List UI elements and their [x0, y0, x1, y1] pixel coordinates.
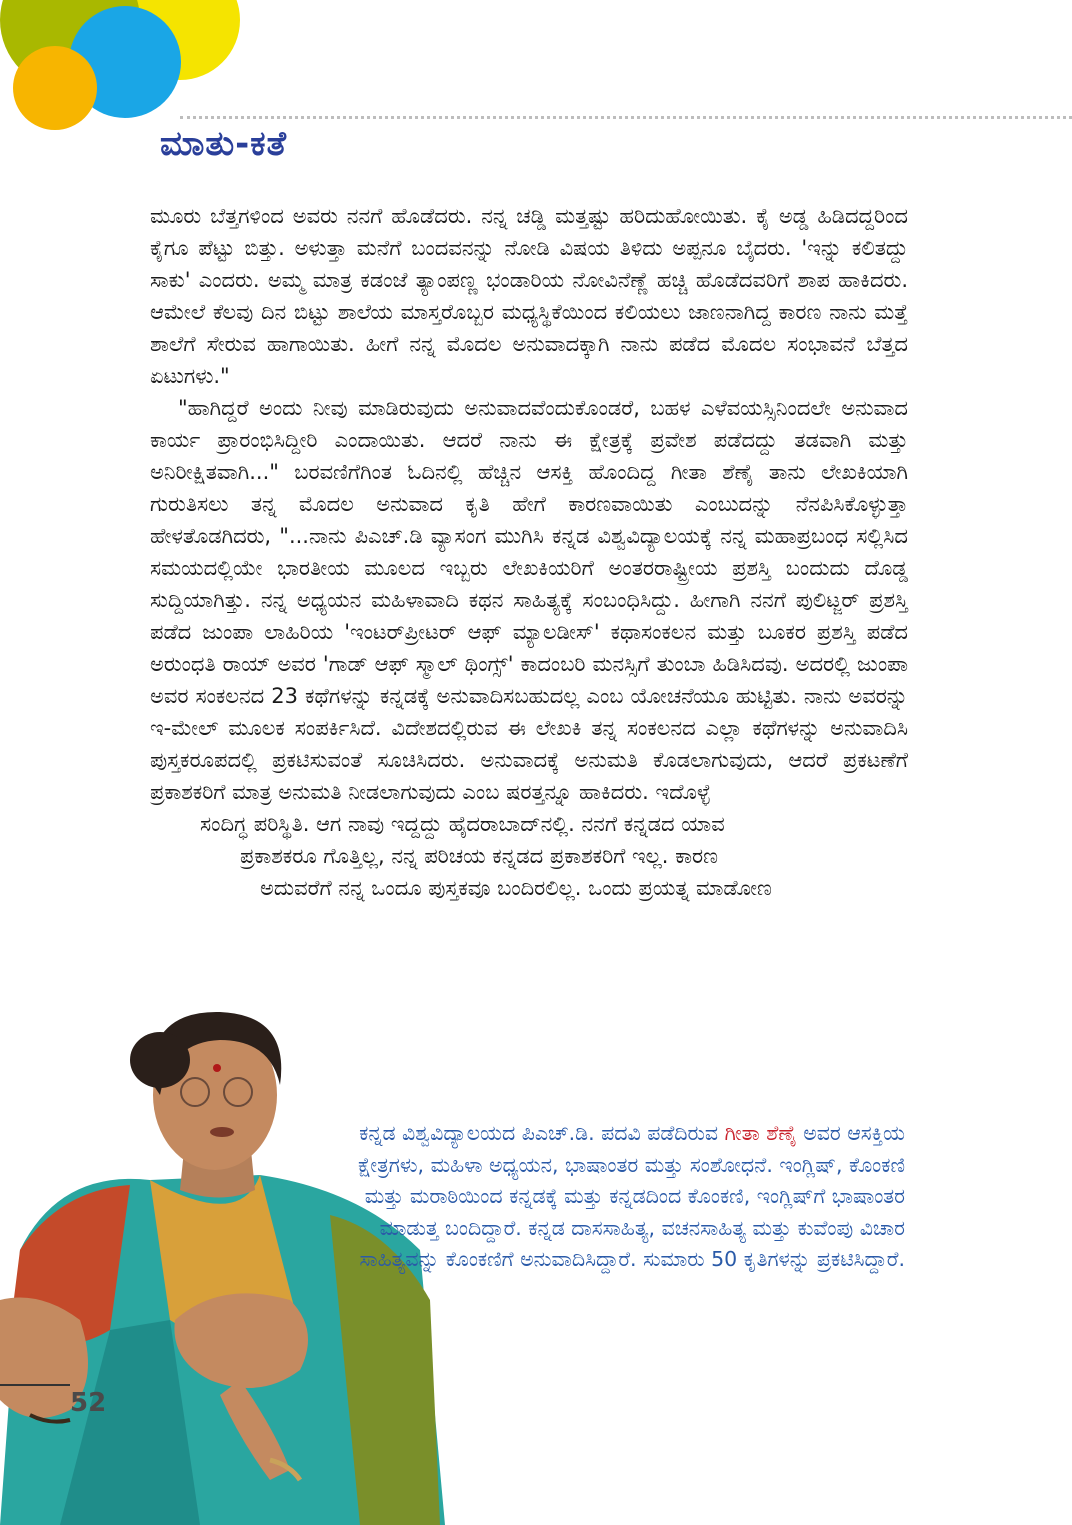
article-wrap-line: ಪ್ರಕಾಶಕರೂ ಗೊತ್ತಿಲ್ಲ, ನನ್ನ ಪರಿಚಯ ಕನ್ನಡದ ಪ್ರಕಾಶಕರಿಗೆ ಇಲ್ಲ. ಕಾರಣ: [240, 844, 718, 868]
page-number-rule: [0, 1384, 70, 1386]
section-title: ಮಾತು-ಕತೆ: [160, 124, 287, 164]
caption-text: ಅವರ ಆಸಕ್ತಿಯ ಕ್ಷೇತ್ರಗಳು, ಮಹಿಳಾ ಅಧ್ಯಯನ, ಭಾಷಾಂತರ ಮತ್ತು ಸಂಶೋಧನೆ. ಇಂಗ್ಲಿಷ್, ಕೊಂಕಣಿ ಮತ್ತು ಮರಾಠಿಯಿಂದ ಕನ್ನಡಕ್ಕೆ ಮತ್ತು ಕನ್ನಡದಿಂದ ಕೊಂಕಣಿ, ಇಂಗ್ಲಿಷ್‌ಗೆ ಭಾಷಾಂತರ ಮಾಡುತ್ತ ಬಂದಿದ್ದಾರೆ. ಕನ್ನಡ ದಾಸಸಾಹಿತ್ಯ, ವಚನಸಾಹಿತ್ಯ ಮತ್ತು ಕುವೆಂಪು ವಿಚಾರ ಸಾಹಿತ್ಯವನ್ನು ಕೊಂಕಣಿಗೆ ಅನುವಾದಿಸಿದ್ದಾರೆ. ಸುಮಾರು 50 ಕೃತಿಗಳನ್ನು ಪ್ರಕಟಿಸಿದ್ದಾರೆ.: [357, 1121, 905, 1271]
header-dotted-rule: [180, 116, 1072, 119]
article-wrap-line: ಅದುವರೆಗೆ ನನ್ನ ಒಂದೂ ಪುಸ್ತಕವೂ ಬಂದಿರಲಿಲ್ಲ. ಒಂದು ಪ್ರಯತ್ನ ಮಾಡೋಣ: [260, 876, 772, 900]
caption-lead: ಕನ್ನಡ ವಿಶ್ವವಿದ್ಯಾಲಯದ ಪಿಎಚ್.ಡಿ. ಪದವಿ ಪಡೆದಿರುವ: [359, 1121, 725, 1145]
article-body: [150, 200, 908, 904]
photo-caption: [330, 1118, 905, 1276]
article-paragraph: "ಹಾಗಿದ್ದರೆ ಅಂದು ನೀವು ಮಾಡಿರುವುದು ಅನುವಾದವೆಂದುಕೊಂಡರೆ, ಬಹಳ ಎಳೆವಯಸ್ಸಿನಿಂದಲೇ ಅನುವಾದ ಕಾರ್ಯ ಪ್ರಾರಂಭಿಸಿದ್ದೀರಿ ಎಂದಾಯಿತು. ಆದರೆ ನಾನು ಈ ಕ್ಷೇತ್ರಕ್ಕೆ ಪ್ರವೇಶ ಪಡೆದದ್ದು ತಡವಾಗಿ ಮತ್ತು ಅನಿರೀಕ್ಷಿತವಾಗಿ..." ಬರವಣಿಗೆಗಿಂತ ಓದಿನಲ್ಲಿ ಹೆಚ್ಚಿನ ಆಸಕ್ತಿ ಹೊಂದಿದ್ದ ಗೀತಾ ಶೆಣೈ ತಾನು ಲೇಖಕಿಯಾಗಿ ಗುರುತಿಸಲು ತನ್ನ ಮೊದಲ ಅನುವಾದ ಕೃತಿ ಹೇಗೆ ಕಾರಣವಾಯಿತು ಎಂಬುದನ್ನು ನೆನಪಿಸಿಕೊಳ್ಳುತ್ತಾ ಹೇಳತೊಡಗಿದರು, "...ನಾನು ಪಿಎಚ್.ಡಿ ವ್ಯಾಸಂಗ ಮುಗಿಸಿ ಕನ್ನಡ ವಿಶ್ವವಿದ್ಯಾಲಯಕ್ಕೆ ನನ್ನ ಮಹಾಪ್ರಬಂಧ ಸಲ್ಲಿಸಿದ ಸಮಯದಲ್ಲಿಯೇ ಭಾರತೀಯ ಮೂಲದ ಇಬ್ಬರು ಲೇಖಕಿಯರಿಗೆ ಅಂತರರಾಷ್ಟ್ರೀಯ ಪ್ರಶಸ್ತಿ ಬಂದುದು ದೊಡ್ಡ ಸುದ್ದಿಯಾಗಿತ್ತು. ನನ್ನ ಅಧ್ಯಯನ ಮಹಿಳಾವಾದಿ ಕಥನ ಸಾಹಿತ್ಯಕ್ಕೆ ಸಂಬಂಧಿಸಿದ್ದು. ಹೀಗಾಗಿ ನನಗೆ ಪುಲಿಟ್ಜರ್ ಪ್ರಶಸ್ತಿ ಪಡೆದ ಜುಂಪಾ ಲಾಹಿರಿಯ 'ಇಂಟರ್‌ಪ್ರೀಟರ್ ಆಫ್ ಮ್ಯಾಲಡೀಸ್' ಕಥಾಸಂಕಲನ ಮತ್ತು ಬೂಕರ ಪ್ರಶಸ್ತಿ ಪಡೆದ ಅರುಂಧತಿ ರಾಯ್ ಅವರ 'ಗಾಡ್ ಆಫ್ ಸ್ಮಾಲ್ ಥಿಂಗ್ಸ್' ಕಾದಂಬರಿ ಮನಸ್ಸಿಗೆ ತುಂಬಾ ಹಿಡಿಸಿದವು. ಅದರಲ್ಲಿ ಜುಂಪಾ ಅವರ ಸಂಕಲನದ 23 ಕಥೆಗಳನ್ನು ಕನ್ನಡಕ್ಕೆ ಅನುವಾದಿಸಬಹುದಲ್ಲ ಎಂಬ ಯೋಚನೆಯೂ ಹುಟ್ಟಿತು. ನಾನು ಅವರನ್ನು ಇ-ಮೇಲ್ ಮೂಲಕ ಸಂಪರ್ಕಿಸಿದೆ. ವಿದೇಶದಲ್ಲಿರುವ ಈ ಲೇಖಕಿ ತನ್ನ ಸಂಕಲನದ ಎಲ್ಲಾ ಕಥೆಗಳನ್ನು ಅನುವಾದಿಸಿ ಪುಸ್ತಕರೂಪದಲ್ಲಿ ಪ್ರಕಟಿಸುವಂತೆ ಸೂಚಿಸಿದರು. ಅನುವಾದಕ್ಕೆ ಅನುಮತಿ ಕೊಡಲಾಗುವುದು, ಆದರೆ ಪ್ರಕಟಣೆಗೆ ಪ್ರಕಾಶಕರಿಗೆ ಮಾತ್ರ ಅನುಮತಿ ನೀಡಲಾಗುವುದು ಎಂಬ ಷರತ್ತನ್ನೂ ಹಾಕಿದರು. ಇದೊಳ್ಳೆ: [150, 396, 908, 804]
article-wrap-line: ಸಂದಿಗ್ಧ ಪರಿಸ್ಥಿತಿ. ಆಗ ನಾವು ಇದ್ದದ್ದು ಹೈದರಾಬಾದ್‌ನಲ್ಲಿ. ನನಗೆ ಕನ್ನಡದ ಯಾವ: [200, 812, 725, 836]
page-number: 52: [70, 1388, 107, 1418]
article-paragraph: ಮೂರು ಬೆತ್ತಗಳಿಂದ ಅವರು ನನಗೆ ಹೊಡೆದರು. ನನ್ನ ಚಡ್ಡಿ ಮತ್ತಷ್ಟು ಹರಿದುಹೋಯಿತು. ಕೈ ಅಡ್ಡ ಹಿಡಿದದ್ದರಿಂದ ಕೈಗೂ ಪೆಟ್ಟು ಬಿತ್ತು. ಅಳುತ್ತಾ ಮನೆಗೆ ಬಂದವನನ್ನು ನೋಡಿ ವಿಷಯ ತಿಳಿದು ಅಪ್ಪನೂ ಬೈದರು. 'ಇನ್ನು ಕಲಿತದ್ದು ಸಾಕು' ಎಂದರು. ಅಮ್ಮ ಮಾತ್ರ ಕಡಂಜೆ ತ್ಯಾಂಪಣ್ಣ ಭಂಡಾರಿಯ ನೋವಿನೆಣ್ಣೆ ಹಚ್ಚಿ ಹೊಡೆದವರಿಗೆ ಶಾಪ ಹಾಕಿದರು. ಆಮೇಲೆ ಕೆಲವು ದಿನ ಬಿಟ್ಟು ಶಾಲೆಯ ಮಾಸ್ತರೊಬ್ಬರ ಮಧ್ಯಸ್ಥಿಕೆಯಿಂದ ಕಲಿಯಲು ಜಾಣನಾಗಿದ್ದ ಕಾರಣ ನಾನು ಮತ್ತೆ ಶಾಲೆಗೆ ಸೇರುವ ಹಾಗಾಯಿತು. ಹೀಗೆ ನನ್ನ ಮೊದಲ ಅನುವಾದಕ್ಕಾಗಿ ನಾನು ಪಡೆದ ಮೊದಲ ಸಂಭಾವನೆ ಬೆತ್ತದ ಏಟುಗಳು.": [150, 204, 908, 388]
decorative-circles: [0, 0, 240, 140]
caption-author-name: ಗೀತಾ ಶೆಣೈ: [724, 1121, 797, 1145]
